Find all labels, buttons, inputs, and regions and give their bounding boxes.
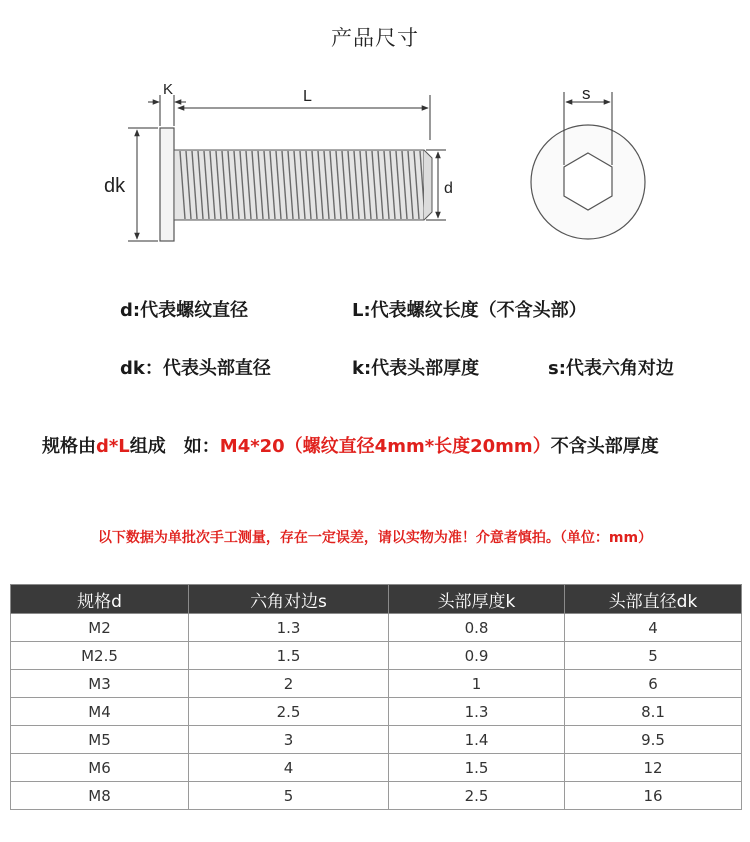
legend-d: d:代表螺纹直径 xyxy=(120,300,249,321)
spec-example: M4*20（螺纹直径4mm*长度20mm） xyxy=(219,436,551,457)
page-title: 产品尺寸 xyxy=(331,26,419,50)
cell-head-diameter: 16 xyxy=(565,782,742,810)
cell-head-diameter: 6 xyxy=(565,670,742,698)
cell-head-thickness: 1.5 xyxy=(389,754,565,782)
cell-head-diameter: 9.5 xyxy=(565,726,742,754)
cell-hex: 2 xyxy=(189,670,389,698)
cell-spec: M3 xyxy=(11,670,189,698)
table-row xyxy=(11,670,742,698)
screw-tip xyxy=(424,150,432,220)
screw-dimension-diagram xyxy=(0,0,750,280)
cell-hex: 5 xyxy=(189,782,389,810)
cell-hex: 1.3 xyxy=(189,614,389,642)
table-row xyxy=(11,726,742,754)
d-label: d xyxy=(444,180,453,197)
cell-hex: 3 xyxy=(189,726,389,754)
cell-hex: 4 xyxy=(189,754,389,782)
spec-tail: 不含头部厚度 xyxy=(550,436,659,457)
cell-head-diameter: 12 xyxy=(565,754,742,782)
spec-explanation xyxy=(42,432,659,458)
spec-suffix: 组成 如： xyxy=(129,436,220,457)
col-header-spec: 规格d xyxy=(11,585,189,614)
table-header-row xyxy=(11,585,742,614)
s-label: s xyxy=(582,84,591,103)
legend-s: s:代表六角对边 xyxy=(548,358,674,379)
cell-spec: M6 xyxy=(11,754,189,782)
spec-formula: d*L xyxy=(96,436,130,457)
measurement-note: 以下数据为单批次手工测量，存在一定误差，请以实物为准！介意者慎拍。（单位：mm） xyxy=(97,530,653,546)
cell-hex: 2.5 xyxy=(189,698,389,726)
legend-L: L:代表螺纹长度（不含头部） xyxy=(352,300,587,321)
cell-head-diameter: 5 xyxy=(565,642,742,670)
dk-label: dk xyxy=(104,175,126,197)
cell-spec: M2 xyxy=(11,614,189,642)
cell-head-thickness: 1.4 xyxy=(389,726,565,754)
cell-spec: M2.5 xyxy=(11,642,189,670)
table-row xyxy=(11,782,742,810)
cell-head-diameter: 4 xyxy=(565,614,742,642)
table-row xyxy=(11,754,742,782)
legend-k: k:代表头部厚度 xyxy=(352,358,480,379)
cell-head-thickness: 0.8 xyxy=(389,614,565,642)
L-label: L xyxy=(303,88,312,105)
spec-prefix: 规格由 xyxy=(42,436,96,457)
col-header-head-diameter: 头部直径dk xyxy=(565,585,742,614)
size-table xyxy=(10,584,742,810)
cell-hex: 1.5 xyxy=(189,642,389,670)
cell-spec: M5 xyxy=(11,726,189,754)
screw-head xyxy=(160,128,174,241)
cell-head-thickness: 2.5 xyxy=(389,782,565,810)
cell-head-thickness: 1.3 xyxy=(389,698,565,726)
table-row xyxy=(11,698,742,726)
cell-spec: M4 xyxy=(11,698,189,726)
table-row xyxy=(11,642,742,670)
table-row xyxy=(11,614,742,642)
legend-dk: dk：代表头部直径 xyxy=(120,358,271,379)
col-header-head-thickness: 头部厚度k xyxy=(389,585,565,614)
cell-head-thickness: 0.9 xyxy=(389,642,565,670)
col-header-hex: 六角对边s xyxy=(189,585,389,614)
cell-head-thickness: 1 xyxy=(389,670,565,698)
cell-head-diameter: 8.1 xyxy=(565,698,742,726)
k-label: K xyxy=(163,81,174,98)
cell-spec: M8 xyxy=(11,782,189,810)
